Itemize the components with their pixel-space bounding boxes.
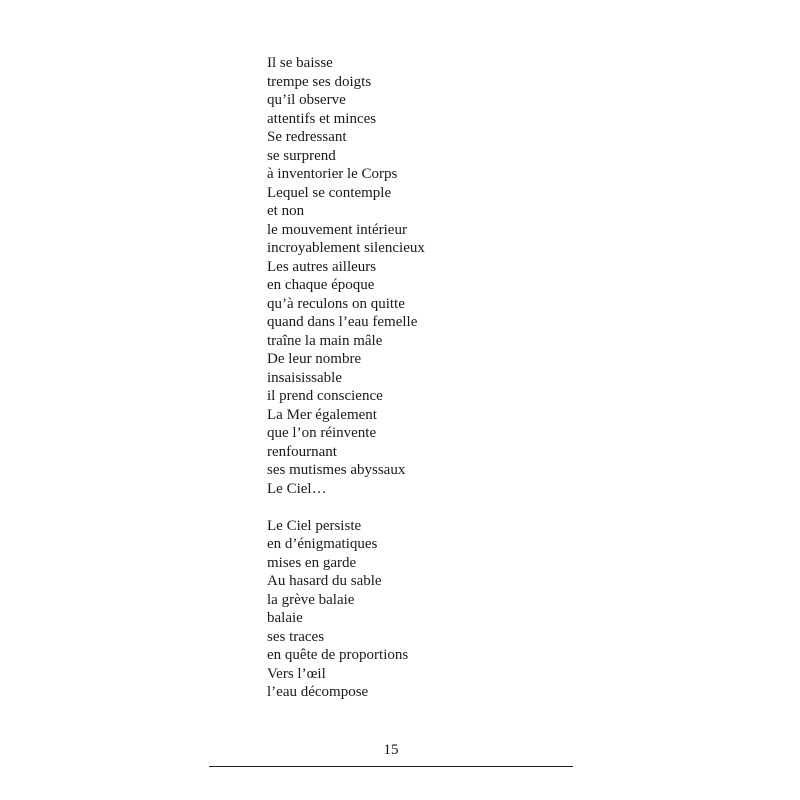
poem-line: trempe ses doigts: [267, 73, 372, 90]
poem-line: La Mer également: [267, 406, 377, 423]
poem-line: attentifs et minces: [267, 110, 377, 127]
poem-line: le mouvement intérieur: [267, 221, 407, 238]
poem-line: se surprend: [267, 147, 336, 164]
page-number: 15: [383, 742, 399, 758]
poem-line: incroyablement silencieux: [267, 240, 425, 256]
poem-line: balaie: [267, 610, 303, 626]
poem-line: traîne la main mâle: [267, 332, 383, 349]
poem-line: quand dans l’eau femelle: [267, 314, 418, 330]
poem-line: et non: [267, 203, 305, 219]
poem-line: Les autres ailleurs: [267, 258, 377, 275]
poem-line: qu’à reculons on quitte: [267, 295, 405, 312]
poem-line: renfournant: [267, 443, 337, 460]
poem-text: [267, 54, 587, 702]
poem-line: Se redressant: [267, 129, 347, 145]
poem-line: ses mutismes abyssaux: [267, 462, 406, 478]
poem-line: qu’il observe: [267, 92, 346, 108]
poem-line: insaisissable: [267, 369, 342, 386]
poem-line: mises en garde: [267, 554, 357, 571]
poem-line: Au hasard du sable: [267, 573, 382, 589]
poem-line: De leur nombre: [267, 351, 362, 367]
footer-rule: [209, 766, 573, 767]
poem-line: en quête de proportions: [267, 647, 409, 663]
poem-line: Vers l’œil: [267, 665, 326, 682]
poem-line: l’eau décompose: [267, 684, 369, 700]
poem-stanza: [267, 54, 587, 498]
poem-line: en chaque époque: [267, 277, 375, 293]
poem-line: Le Ciel persiste: [267, 517, 362, 534]
poem-line: ses traces: [267, 628, 325, 645]
poem-stanza: [267, 517, 587, 702]
poem-line: Le Ciel…: [267, 480, 327, 497]
poem-line: la grève balaie: [267, 591, 355, 608]
poem-line: Lequel se contemple: [267, 184, 392, 201]
poem-line: à inventorier le Corps: [267, 166, 398, 182]
poem-line: il prend conscience: [267, 388, 383, 404]
poem-line: en d’énigmatiques: [267, 536, 378, 552]
poem-line: Il se baisse: [267, 55, 333, 71]
poem-line: que l’on réinvente: [267, 425, 377, 441]
